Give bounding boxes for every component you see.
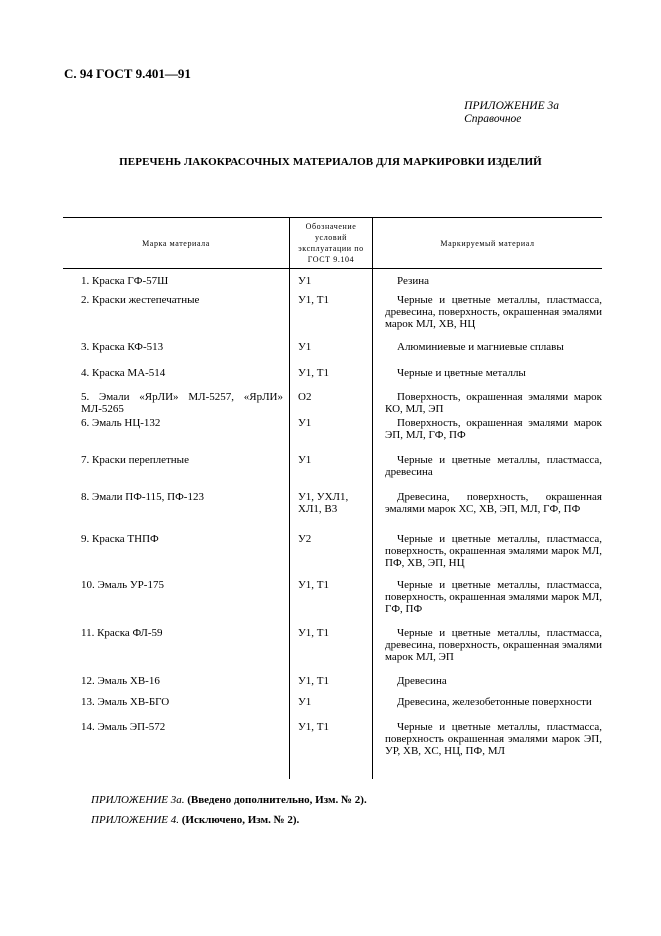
cell-material-text: Алюминиевые и магниевые сплавы [397, 340, 564, 353]
table-row [63, 341, 602, 367]
table-row [63, 579, 602, 627]
header-material: Маркируемый материал [440, 238, 535, 248]
cell-conditions [290, 579, 373, 627]
table-body [63, 269, 602, 779]
header-conditions: Обозначение условий эксплуатации по ГОСТ 9.104 [290, 218, 373, 269]
cell-conditions-text: У1, УХЛ1, ХЛ1, В3 [298, 490, 349, 515]
cell-brand [63, 417, 290, 454]
cell-material [373, 491, 603, 533]
cell-brand [63, 341, 290, 367]
cell-conditions [290, 696, 373, 721]
cell-conditions-text: У1 [298, 695, 312, 708]
cell-material [373, 417, 603, 454]
cell-conditions-text: О2 [298, 390, 312, 403]
cell-material-text: Древесина [397, 674, 447, 687]
table-row [63, 294, 602, 341]
spacer-cell [373, 765, 603, 779]
appendix-label [464, 100, 559, 126]
cell-conditions [290, 721, 373, 765]
cell-conditions [290, 675, 373, 696]
cell-brand-text: 4. Краска МА-514 [81, 366, 166, 379]
cell-conditions [290, 341, 373, 367]
cell-material [373, 294, 603, 341]
note-label: ПРИЛОЖЕНИЕ 4. [91, 814, 179, 826]
table-row [63, 721, 602, 765]
note-text: (Введено дополнительно, Изм. № 2). [187, 794, 367, 806]
cell-brand [63, 491, 290, 533]
cell-brand [63, 269, 290, 294]
table-row [63, 675, 602, 696]
cell-brand-text: 12. Эмаль ХВ-16 [81, 674, 160, 687]
table-row [63, 696, 602, 721]
cell-material-text: Черные и цветные металлы [397, 366, 526, 379]
cell-material-text: Поверхность, окрашенная эмалями марок ЭП, МЛ, ГФ, ПФ [385, 416, 602, 441]
cell-conditions [290, 491, 373, 533]
cell-conditions-text: У1 [298, 416, 312, 429]
cell-brand [63, 294, 290, 341]
footnotes [91, 790, 367, 830]
cell-material-text: Резина [397, 275, 429, 287]
cell-material-text: Черные и цветные металлы, пластмасса, древесина, поверхность, окрашенная эмалями марок МЛ, ХВ, НЦ [385, 293, 602, 330]
cell-material-text: Древесина, железобетонные поверхности [397, 695, 592, 708]
cell-material-text: Черные и цветные металлы, пластмасса, древесина [385, 453, 602, 478]
document-title: ПЕРЕЧЕНЬ ЛАКОКРАСОЧНЫХ МАТЕРИАЛОВ ДЛЯ МАРКИРОВКИ ИЗДЕЛИЙ [119, 156, 542, 168]
cell-material [373, 367, 603, 391]
cell-brand-text: 5. Эмали «ЯрЛИ» МЛ-5257, «ЯрЛИ» МЛ-5265 [81, 390, 283, 415]
table-row [63, 269, 602, 294]
cell-conditions [290, 627, 373, 675]
cell-material [373, 675, 603, 696]
cell-conditions [290, 391, 373, 417]
cell-material [373, 627, 603, 675]
cell-conditions [290, 417, 373, 454]
table-spacer-row [63, 765, 602, 779]
table-row [63, 454, 602, 491]
cell-material [373, 579, 603, 627]
cell-conditions-text: У1, Т1 [298, 293, 330, 306]
cell-brand [63, 367, 290, 391]
table-row [63, 391, 602, 417]
cell-material [373, 454, 603, 491]
table-row [63, 417, 602, 454]
cell-material-text: Черные и цветные металлы, пластмасса, поверхность, окрашенная эмалями марок МЛ, ПФ, ХВ, ЭП, НЦ [385, 532, 602, 569]
cell-brand [63, 391, 290, 417]
cell-material-text: Поверхность, окрашенная эмалями марок КО, МЛ, ЭП [385, 390, 602, 415]
table-row [63, 533, 602, 579]
note-text: (Исключено, Изм. № 2). [181, 814, 300, 826]
cell-brand-text: 14. Эмаль ЭП-572 [81, 720, 166, 733]
cell-brand-text: 10. Эмаль УР-175 [81, 578, 164, 591]
cell-brand [63, 696, 290, 721]
cell-brand-text: 6. Эмаль НЦ-132 [81, 416, 161, 429]
cell-brand-text: 3. Краска КФ-513 [81, 340, 164, 353]
cell-brand [63, 721, 290, 765]
cell-conditions [290, 367, 373, 391]
cell-material-text: Черные и цветные металлы, пластмасса, древесина, поверхность, окрашенная эмалями марок МЛ, ЭП [385, 626, 602, 663]
cell-conditions [290, 533, 373, 579]
cell-material [373, 341, 603, 367]
cell-conditions [290, 454, 373, 491]
cell-conditions-text: У1, Т1 [298, 720, 330, 733]
cell-conditions-text: У1 [298, 340, 312, 353]
materials-table [63, 217, 600, 779]
page-header: С. 94 ГОСТ 9.401—91 [64, 66, 191, 81]
table-row [63, 491, 602, 533]
cell-material-text: Древесина, поверхность, окрашенная эмалями марок ХС, ХВ, ЭП, МЛ, ГФ, ПФ [385, 490, 602, 515]
cell-brand [63, 533, 290, 579]
spacer-cell [290, 765, 373, 779]
note-appendix-4 [91, 810, 367, 830]
appendix-number: ПРИЛОЖЕНИЕ 3а [464, 100, 559, 112]
table-row [63, 367, 602, 391]
cell-conditions-text: У1, Т1 [298, 366, 330, 379]
header-brand: Марка материала [142, 238, 210, 248]
table-header-row [63, 218, 602, 269]
cell-conditions-text: У1 [298, 275, 312, 287]
cell-brand-text: 11. Краска ФЛ-59 [81, 626, 163, 639]
cell-conditions-text: У2 [298, 532, 312, 545]
cell-material [373, 696, 603, 721]
cell-brand-text: 7. Краски переплетные [81, 453, 189, 466]
cell-conditions [290, 294, 373, 341]
cell-brand-text: 1. Краска ГФ-57Ш [81, 275, 169, 287]
cell-material [373, 269, 603, 294]
cell-brand-text: 8. Эмали ПФ-115, ПФ-123 [81, 490, 204, 503]
cell-material [373, 533, 603, 579]
appendix-type: Справочное [464, 113, 522, 125]
cell-brand [63, 675, 290, 696]
cell-conditions [290, 269, 373, 294]
cell-material-text: Черные и цветные металлы, пластмасса, поверхность, окрашенная эмалями марок МЛ, ГФ, ПФ [385, 578, 602, 615]
cell-brand [63, 579, 290, 627]
note-appendix-3a [91, 790, 367, 810]
cell-brand-text: 9. Краска ТНПФ [81, 532, 159, 545]
cell-brand-text: 2. Краски жестепечатные [81, 293, 200, 306]
cell-brand [63, 627, 290, 675]
cell-conditions-text: У1, Т1 [298, 626, 330, 639]
cell-material [373, 391, 603, 417]
note-label: ПРИЛОЖЕНИЕ 3а. [91, 794, 185, 806]
cell-conditions-text: У1, Т1 [298, 674, 330, 687]
spacer-cell [63, 765, 290, 779]
cell-material [373, 721, 603, 765]
cell-conditions-text: У1, Т1 [298, 578, 330, 591]
cell-brand-text: 13. Эмаль ХВ-БГО [81, 695, 170, 708]
cell-material-text: Черные и цветные металлы, пластмасса, поверхность окрашенная эмалями марок ЭП, УР, ХВ, ХС, НЦ, ПФ, МЛ [385, 720, 602, 757]
cell-conditions-text: У1 [298, 453, 312, 466]
cell-brand [63, 454, 290, 491]
table-row [63, 627, 602, 675]
